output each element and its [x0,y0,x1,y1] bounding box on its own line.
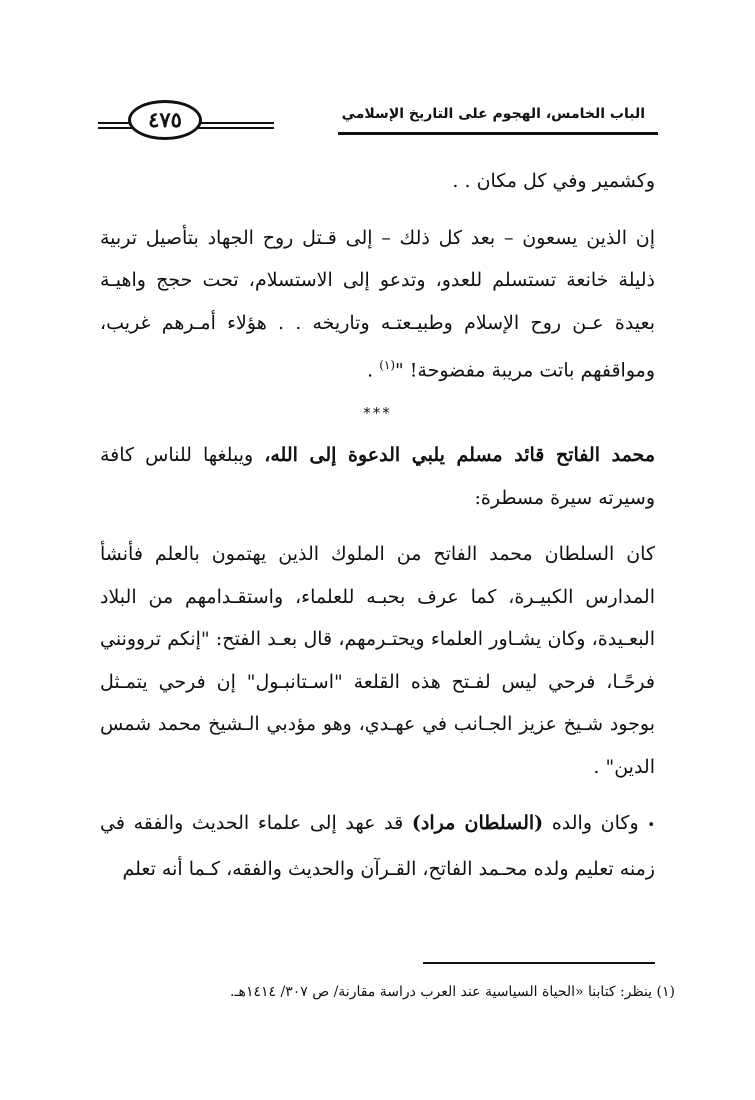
paragraph-4-bold: (السلطان مراد) [411,812,544,835]
paragraph-4-rest: قد عهد إلى علماء الحديث والفقه في زمنه تعليم ولده محـمد الفاتح، القـرآن والحديث والفقه، كـما أنه تعلم [100,812,655,880]
footnote-marker: (١) [379,358,396,372]
footnote-rule [423,962,655,964]
section-separator: *** [363,403,392,422]
main-text [100,160,655,890]
footnote: (١) ينظر: كتابنا «الحياة السياسية عند العرب دراسة مقارنة/ ص ٣٠٧/ ١٤١٤هـ. [230,984,675,1000]
paragraph-3: كان السلطان محمد الفاتح من الملوك الذين يهتمون بالعلم فأنشأ المدارس الكبيـرة، كما عرف بحبـه للعلماء، واستقـدامهم من البلاد البعـيدة، وكان يشـاور العلماء ويحتـرمهم، قال بعـد الفتح: "إنكم تروونني فرحًـا، فرحي ليس لفـتح هذه القلعة "اسـتانبـول" إن فرحي يتمـثل بوجود شـيخ عزيز الجـانب في عهـدي، وهو مؤدبي الـشيخ محمد شمس الدين" . [100,543,655,778]
page-number: ٤٧٥ [128,100,202,140]
bullet-point: • [647,818,655,834]
header-rule [338,132,658,135]
section-heading-rest: ويبلغها للناس كافة وسيرته سيرة مسطرة: [100,444,655,509]
section-heading-bold: محمد الفاتح قائد مسلم يلبي الدعوة إلى الله، [264,444,655,467]
paragraph-2-end: . [367,359,374,382]
section-heading [100,434,655,519]
paragraph-4-start: وكان والده [551,812,639,835]
chapter-title: الباب الخامس، الهجوم على التاريخ الإسلامي [341,106,645,122]
paragraph-1: وكشمير وفي كل مكان . . [452,170,655,192]
paragraph-4 [100,802,655,890]
paragraph-2 [100,217,655,392]
page-header [0,88,755,148]
paragraph-2-text: إن الذين يسعون – بعد كل ذلك – إلى قـتل روح الجهاد بتأصيل تربية ذليلة خانعة تستسلم للعدو، وتدعو إلى الاستسلام، تحت حجج واهيـة بعيدة عـن روح الإسلام وطبيـعتـه وتاريخه . . هؤلاء أمـرهم غريب، ومواقفهم باتت مريبة مفضوحة! " [100,226,655,382]
